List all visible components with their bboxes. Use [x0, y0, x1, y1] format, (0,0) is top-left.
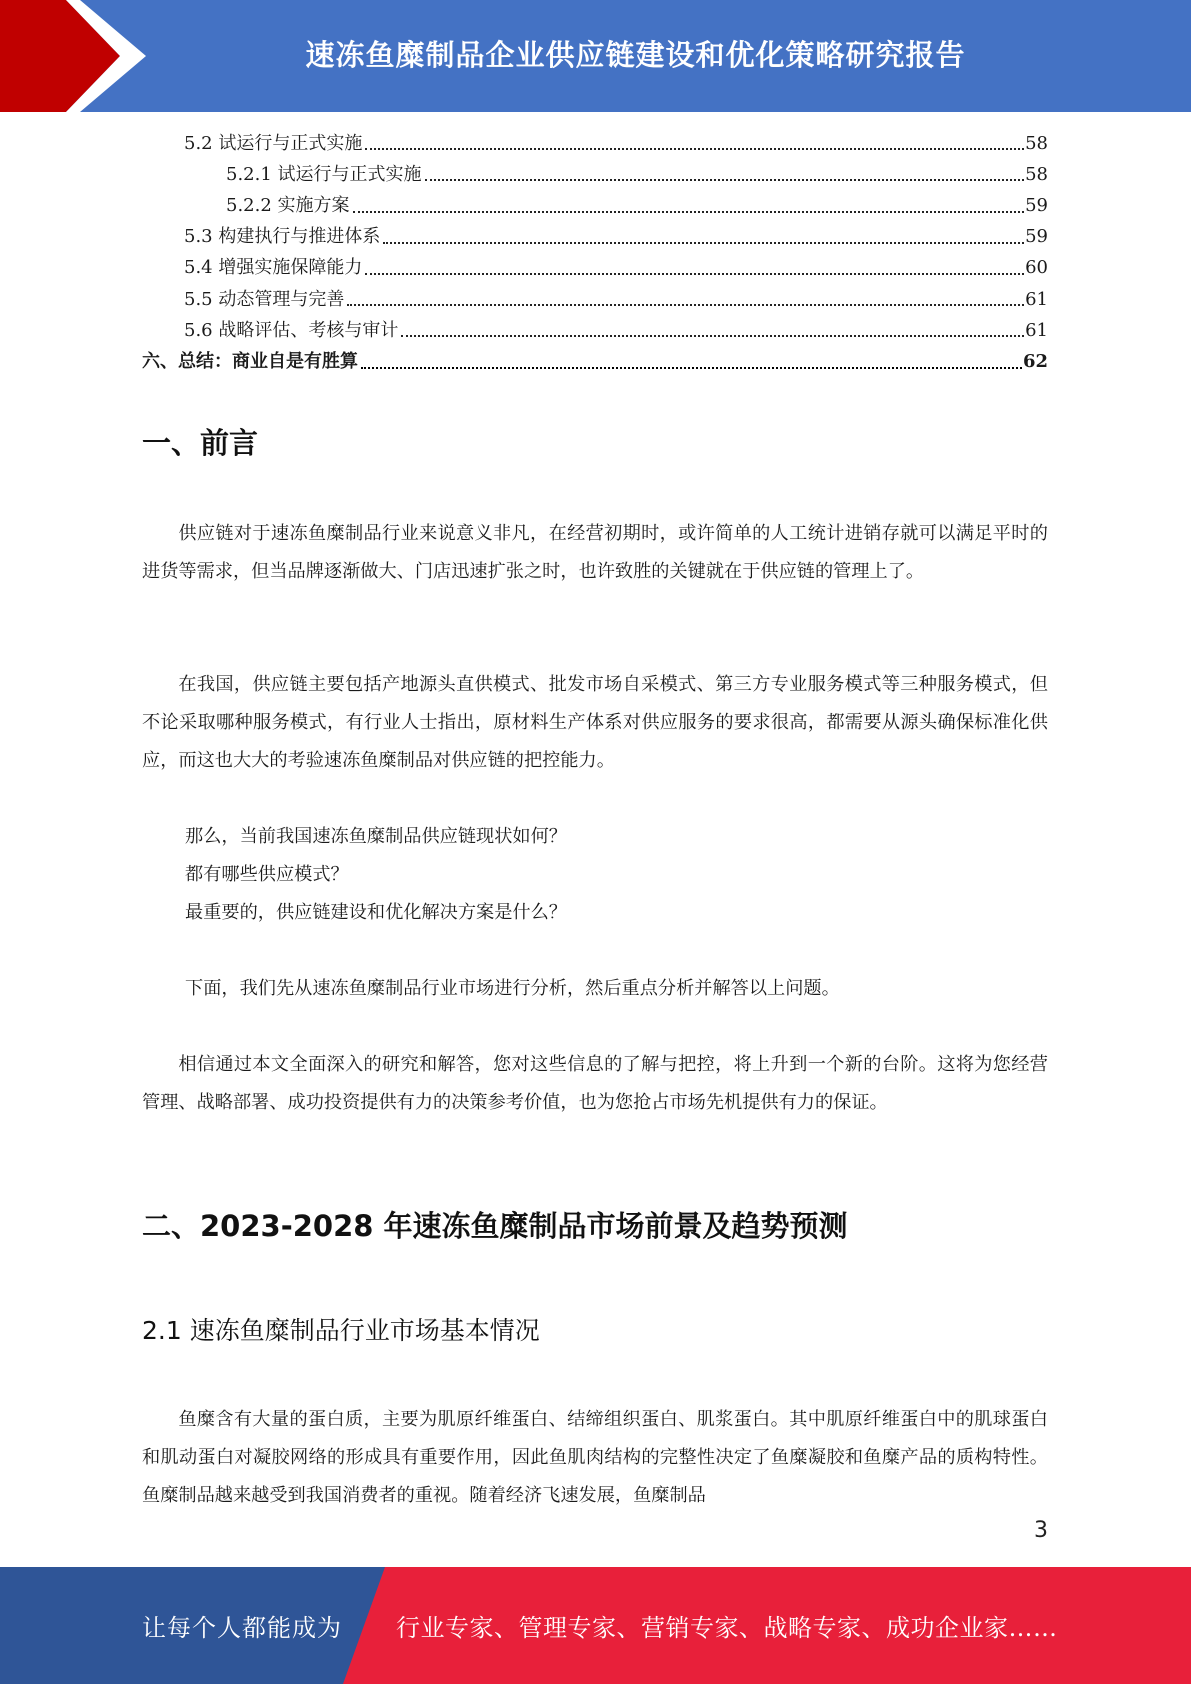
toc-entry-page: 61: [1025, 288, 1048, 310]
toc-entry-page: 60: [1025, 257, 1048, 279]
paragraph: 供应链对于速冻鱼糜制品行业来说意义非凡，在经营初期时，或许简单的人工统计进销存就可以满足平时的进货等需求，但当品牌逐渐做大、门店迅速扩张之时，也许致胜的关键就在于供应链的管理上了。: [142, 523, 1048, 582]
toc-entry-page: 62: [1022, 350, 1048, 372]
toc-entry-label: 5.6 战略评估、考核与审计: [184, 319, 399, 341]
toc-dot-leader: [353, 210, 1025, 213]
toc-entry-label: 5.3 构建执行与推进体系: [184, 226, 381, 248]
question-line: 最重要的，供应链建设和优化解决方案是什么？: [185, 902, 567, 923]
toc-dot-leader: [401, 334, 1024, 337]
page-header: [0, 0, 1191, 112]
toc-entry-page: 58: [1025, 163, 1048, 185]
toc-dot-leader: [361, 366, 1022, 369]
paragraph: 在我国，供应链主要包括产地源头直供模式、批发市场自采模式、第三方专业服务模式等三种服务模式，但不论采取哪种服务模式，有行业人士指出，原材料生产体系对供应服务的要求很高，都需要从源头确保标准化供应，而这也大大的考验速冻鱼糜制品对供应链的把控能力。: [142, 674, 1048, 771]
toc-dot-leader: [347, 303, 1024, 306]
page-number: 3: [1034, 1518, 1048, 1543]
footer-slogan: 让每个人都能成为: [142, 1614, 342, 1642]
toc-entry[interactable]: [142, 253, 1048, 284]
toc-entry-page: 59: [1025, 194, 1048, 216]
question-line: 那么，当前我国速冻鱼糜制品供应链现状如何？: [185, 826, 567, 847]
toc-entry[interactable]: [142, 190, 1048, 221]
section-heading: 2.1 速冻鱼糜制品行业市场基本情况: [142, 1316, 540, 1345]
toc-entry-label: 5.4 增强实施保障能力: [184, 257, 363, 279]
toc-dot-leader: [365, 272, 1024, 275]
page-footer: [0, 1567, 1191, 1684]
toc-entry[interactable]: [142, 222, 1048, 253]
toc-entry-label: 5.5 动态管理与完善: [184, 288, 345, 310]
toc-entry-label: 六、总结：商业自是有胜算: [142, 350, 358, 372]
toc-entry-label: 5.2.2 实施方案: [226, 194, 350, 216]
toc-entry[interactable]: [142, 315, 1048, 346]
paragraph: 鱼糜含有大量的蛋白质，主要为肌原纤维蛋白、结缔组织蛋白、肌浆蛋白。其中肌原纤维蛋白中的肌球蛋白和肌动蛋白对凝胶网络的形成具有重要作用，因此鱼肌肉结构的完整性决定了鱼糜凝胶和鱼糜产品的质构特性。鱼糜制品越来越受到我国消费者的重视。随着经济飞速发展，鱼糜制品: [142, 1409, 1048, 1506]
toc-entry[interactable]: [142, 159, 1048, 190]
toc-entry-page: 61: [1025, 319, 1048, 341]
toc-entry[interactable]: [142, 346, 1048, 377]
toc-dot-leader: [383, 241, 1024, 244]
paragraph: 下面，我们先从速冻鱼糜制品行业市场进行分析，然后重点分析并解答以上问题。: [185, 978, 840, 999]
chapter-title: 二、2023-2028 年速冻鱼糜制品市场前景及趋势预测: [142, 1209, 848, 1243]
toc-entry-label: 5.2 试运行与正式实施: [184, 132, 363, 154]
table-of-contents: [142, 128, 1048, 378]
toc-entry-page: 58: [1025, 132, 1048, 154]
toc-dot-leader: [425, 178, 1025, 181]
footer-tagline: 行业专家、管理专家、营销专家、战略专家、成功企业家……: [396, 1614, 1058, 1642]
toc-dot-leader: [365, 147, 1024, 150]
toc-entry-page: 59: [1025, 226, 1048, 248]
paragraph: 相信通过本文全面深入的研究和解答，您对这些信息的了解与把控，将上升到一个新的台阶。这将为您经营管理、战略部署、成功投资提供有力的决策参考价值，也为您抢占市场先机提供有力的保证。: [142, 1054, 1048, 1113]
header-chevron-decoration: [0, 0, 160, 112]
toc-entry[interactable]: [142, 284, 1048, 315]
toc-entry[interactable]: [142, 128, 1048, 159]
question-line: 都有哪些供应模式？: [185, 864, 349, 885]
section-title-preface: 一、前言: [142, 426, 259, 460]
report-title: 速冻鱼糜制品企业供应链建设和优化策略研究报告: [305, 37, 966, 72]
toc-entry-label: 5.2.1 试运行与正式实施: [226, 163, 422, 185]
